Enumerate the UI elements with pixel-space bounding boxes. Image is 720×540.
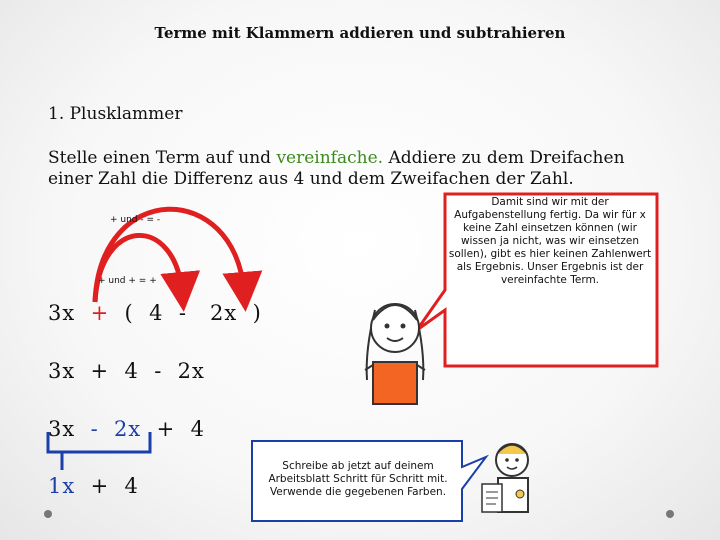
boy-with-worksheet-icon (470, 440, 550, 525)
bubble-bottom-text: Schreibe ab jetzt auf deinem Arbeitsblatt Schritt für Schritt mit. Verwende die gegebenen Farben. (268, 460, 448, 498)
section-heading: 1. Plusklammer (48, 104, 183, 124)
close-paren: ) (252, 301, 262, 325)
minus-sign: - (178, 301, 187, 325)
plus-sign: + (90, 301, 110, 325)
term-3x: 3x (48, 301, 76, 325)
minus-sign: - (90, 417, 99, 441)
page-title: Terme mit Klammern addieren und subtrahieren (154, 24, 566, 42)
task-highlight: vereinfache. (276, 148, 384, 168)
bubble-top-text: Damit sind wir mit der Aufgabenstellung fertig. Da wir für x keine Zahl einsetzen können (wir wissen ja nicht, was wir einsetzen sollen), gibt es hier keinen Zahlenwert als Ergebnis. Unser Ergebnis ist der vereinfachte Term. (448, 196, 652, 286)
term-2x: 2x (114, 417, 142, 441)
expression-line-1 (48, 301, 262, 325)
plus-sign: + (90, 474, 110, 498)
term-4: 4 (190, 417, 205, 441)
term-3x: 3x (48, 417, 76, 441)
term-2x: 2x (209, 301, 238, 325)
expression-line-4 (48, 474, 139, 498)
term-4: 4 (124, 474, 139, 498)
rule-minus: + und - = - (110, 215, 161, 225)
expression-line-3 (48, 417, 205, 441)
girl-figure-icon (345, 280, 445, 415)
term-1x: 1x (48, 474, 76, 498)
rule-plus: + und + = + (98, 276, 157, 286)
task-text-end: Addiere zu dem Dreifachen einer Zahl die Differenz aus 4 und dem Zweifachen der Zahl. (48, 148, 625, 189)
plus-sign: + (156, 417, 176, 441)
expression-line-2: 3x + 4 - 2x (48, 359, 205, 383)
open-paren: ( (124, 301, 134, 325)
term-4: 4 (149, 301, 164, 325)
task-text-start: Stelle einen Term auf und (48, 148, 277, 168)
